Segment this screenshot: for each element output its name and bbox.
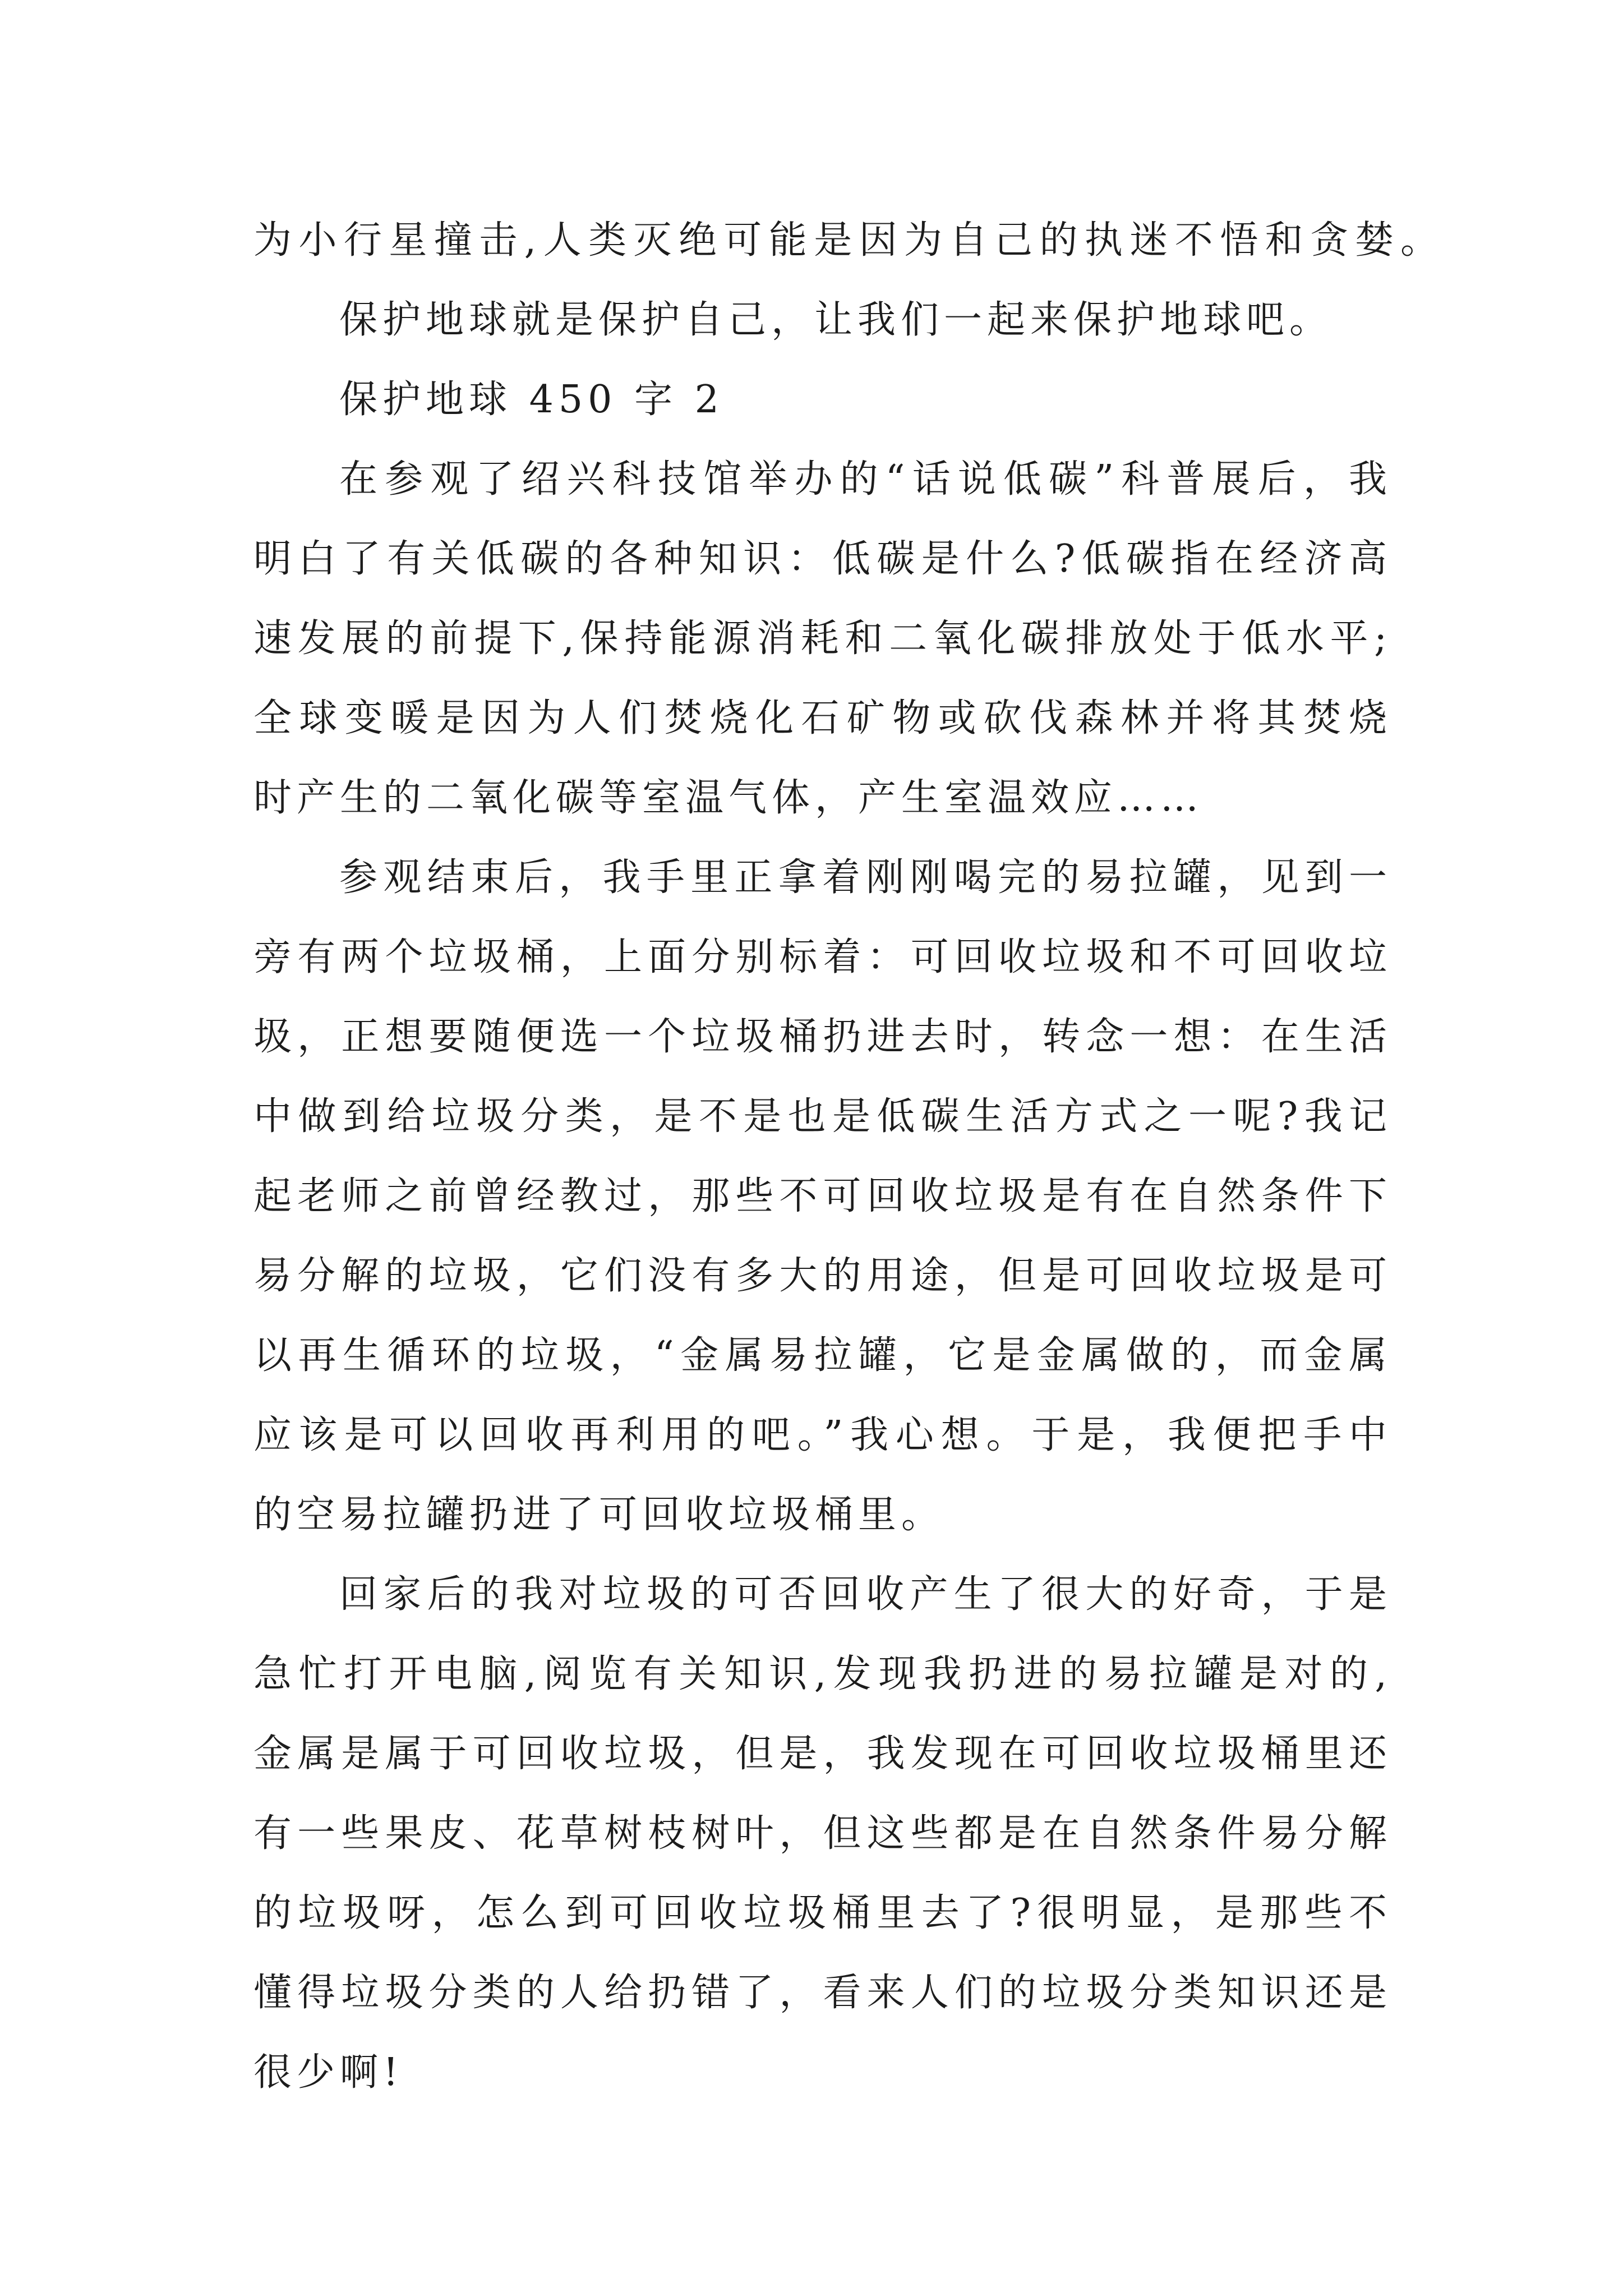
text-line: 的空易拉罐扔进了可回收垃圾桶里。 bbox=[253, 1493, 945, 1537]
text-line: 为小行星撞击,人类灭绝可能是因为自己的执迷不悟和贪婪。 bbox=[253, 218, 1438, 263]
text-line: 时产生的二氧化碳等室温气体，产生室温效应…… bbox=[253, 776, 1204, 820]
paragraph-first-line: 在参观了绍兴科技馆举办的“话说低碳”科普展后，我 bbox=[339, 457, 1387, 501]
text-line: 的垃圾呀，怎么到可回收垃圾桶里去了?很明显，是那些不 bbox=[253, 1891, 1387, 1935]
text-line: 保护地球就是保护自己，让我们一起来保护地球吧。 bbox=[339, 298, 1333, 342]
text-line: 旁有两个垃圾桶，上面分别标着：可回收垃圾和不可回收垃 bbox=[253, 935, 1387, 979]
paragraph-first-line: 回家后的我对垃圾的可否回收产生了很大的好奇，于是 bbox=[339, 1572, 1387, 1617]
paragraph-first-line: 参观结束后，我手里正拿着刚刚喝完的易拉罐，见到一 bbox=[339, 855, 1387, 900]
text-line: 很少啊! bbox=[253, 2050, 404, 2095]
text-line: 有一些果皮、花草树枝树叶，但这些都是在自然条件易分解 bbox=[253, 1811, 1387, 1856]
text-line: 懂得垃圾分类的人给扔错了，看来人们的垃圾分类知识还是 bbox=[253, 1971, 1387, 2015]
text-line: 应该是可以回收再利用的吧。”我心想。于是，我便把手中 bbox=[253, 1413, 1387, 1457]
document-body bbox=[253, 201, 1442, 2113]
text-line: 速发展的前提下,保持能源消耗和二氧化碳排放处于低水平; bbox=[253, 616, 1387, 661]
text-line: 以再生循环的垃圾，“金属易拉罐，它是金属做的，而金属 bbox=[253, 1333, 1387, 1378]
text-line: 急忙打开电脑,阅览有关知识,发现我扔进的易拉罐是对的, bbox=[253, 1652, 1387, 1696]
text-line: 起老师之前曾经教过，那些不可回收垃圾是有在自然条件下 bbox=[253, 1174, 1387, 1218]
text-line: 明白了有关低碳的各种知识：低碳是什么?低碳指在经济高 bbox=[253, 537, 1387, 581]
text-line: 易分解的垃圾，它们没有多大的用途，但是可回收垃圾是可 bbox=[253, 1254, 1387, 1298]
text-line: 全球变暖是因为人们焚烧化石矿物或砍伐森林并将其焚烧 bbox=[253, 696, 1387, 740]
text-line: 圾，正想要随便选一个垃圾桶扔进去时，转念一想：在生活 bbox=[253, 1015, 1387, 1059]
section-heading: 保护地球 450 字 2 bbox=[339, 378, 724, 422]
text-line: 金属是属于可回收垃圾，但是，我发现在可回收垃圾桶里还 bbox=[253, 1732, 1387, 1776]
text-line: 中做到给垃圾分类，是不是也是低碳生活方式之一呢?我记 bbox=[253, 1094, 1387, 1139]
